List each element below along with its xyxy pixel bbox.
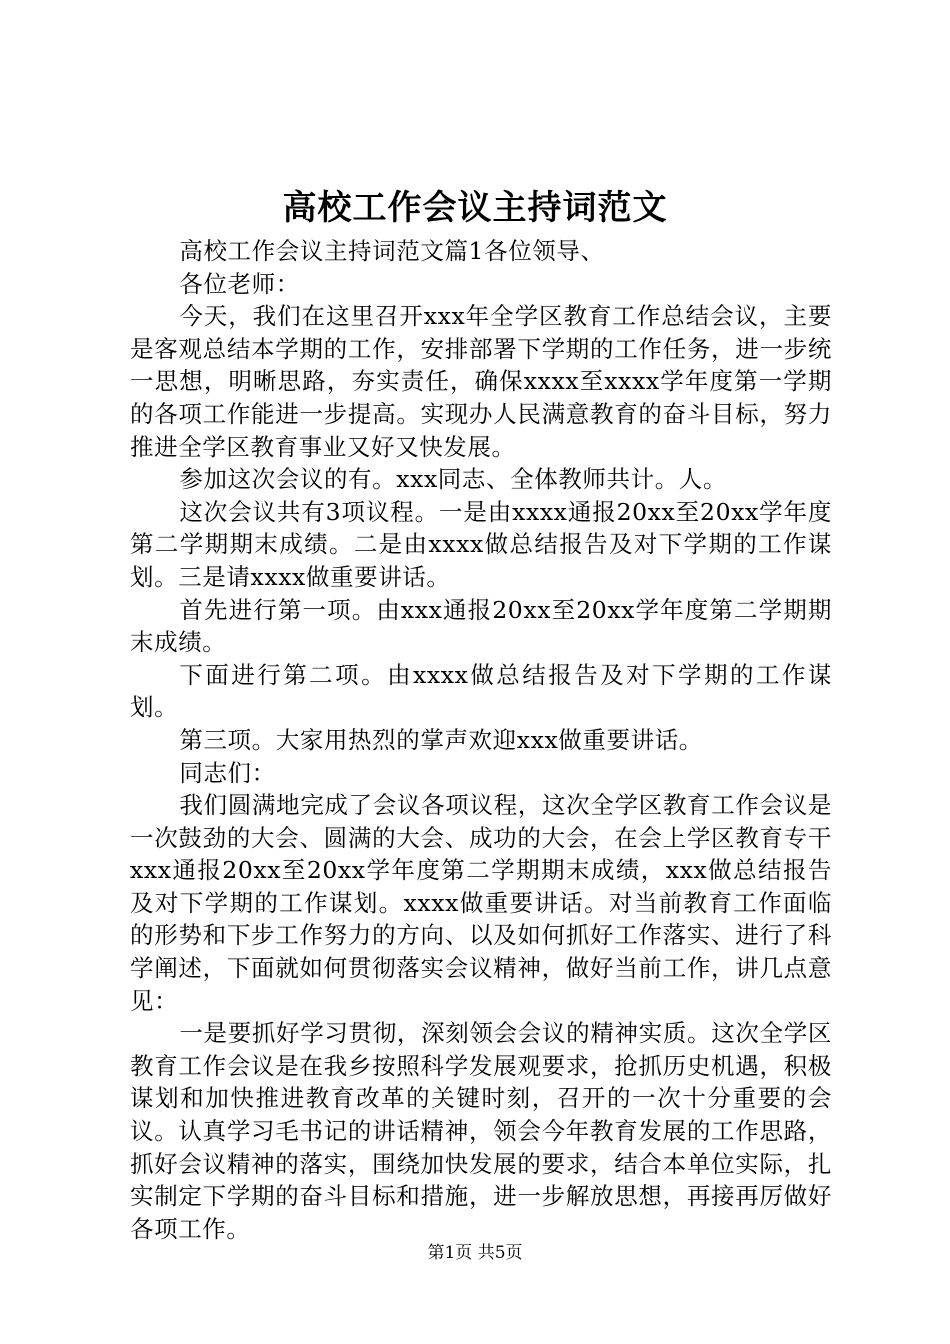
document-body xyxy=(130,235,832,1245)
paragraph-intro: 高校工作会议主持词范文篇1各位领导、 xyxy=(179,237,605,265)
paragraph-item-one: 首先进行第一项。由xxx通报20xx至20xx学年度第二学期期末成绩。 xyxy=(130,595,832,657)
paragraph-agenda: 这次会议共有3项议程。一是由xxxx通报20xx至20xx学年度第二学期期末成绩。二是由xxxx做总结报告及对下学期的工作谋划。三是请xxxx做重要讲话。 xyxy=(130,497,832,591)
paragraph-item-two: 下面进行第二项。由xxxx做总结报告及对下学期的工作谋划。 xyxy=(130,660,832,722)
paragraph-summary: 我们圆满地完成了会议各项议程，这次全学区教育工作会议是一次鼓劲的大会、圆满的大会、成功的大会，在会上学区教育专干xxx通报20xx至20xx学年度第二学期期末成绩，xxx做总结报告及对下学期的工作谋划。xxxx做重要讲话。对当前教育工作面临的形势和下步工作努力的方向、以及如何抓好工作落实、进行了科学阐述，下面就如何贯彻落实会议精神，做好当前工作，讲几点意见： xyxy=(130,791,832,1015)
page-footer: 第1页 共5页 xyxy=(427,1243,523,1263)
paragraph-opening: 今天，我们在这里召开xxx年全学区教育工作总结会议，主要是客观总结本学期的工作，安排部署下学期的工作任务，进一步统一思想，明晰思路，夯实责任，确保xxxx至xxxx学年度第一学期的各项工作能进一步提高。实现办人民满意教育的奋斗目标，努力推进全学区教育事业又好又快发展。 xyxy=(130,302,832,461)
paragraph-attendees: 参加这次会议的有。xxx同志、全体教师共计。人。 xyxy=(179,465,728,494)
paragraph-item-three: 第三项。大家用热烈的掌声欢迎xxx做重要讲话。 xyxy=(179,725,703,754)
paragraph-greeting: 各位老师： xyxy=(179,269,300,298)
document-title: 高校工作会议主持词范文 xyxy=(282,188,668,228)
paragraph-comrades: 同志们： xyxy=(179,758,276,787)
paragraph-point-one: 一是要抓好学习贯彻，深刻领会会议的精神实质。这次全学区教育工作会议是在我乡按照科学发展观要求，抢抓历史机遇，积极谋划和加快推进教育改革的关键时刻，召开的一次十分重要的会议。认真学习毛书记的讲话精神，领会今年教育发展的工作思路，抓好会议精神的落实，围绕加快发展的要求，结合本单位实际，扎实制定下学期的奋斗目标和措施，进一步解放思想，再接再厉做好各项工作。 xyxy=(130,1019,832,1243)
